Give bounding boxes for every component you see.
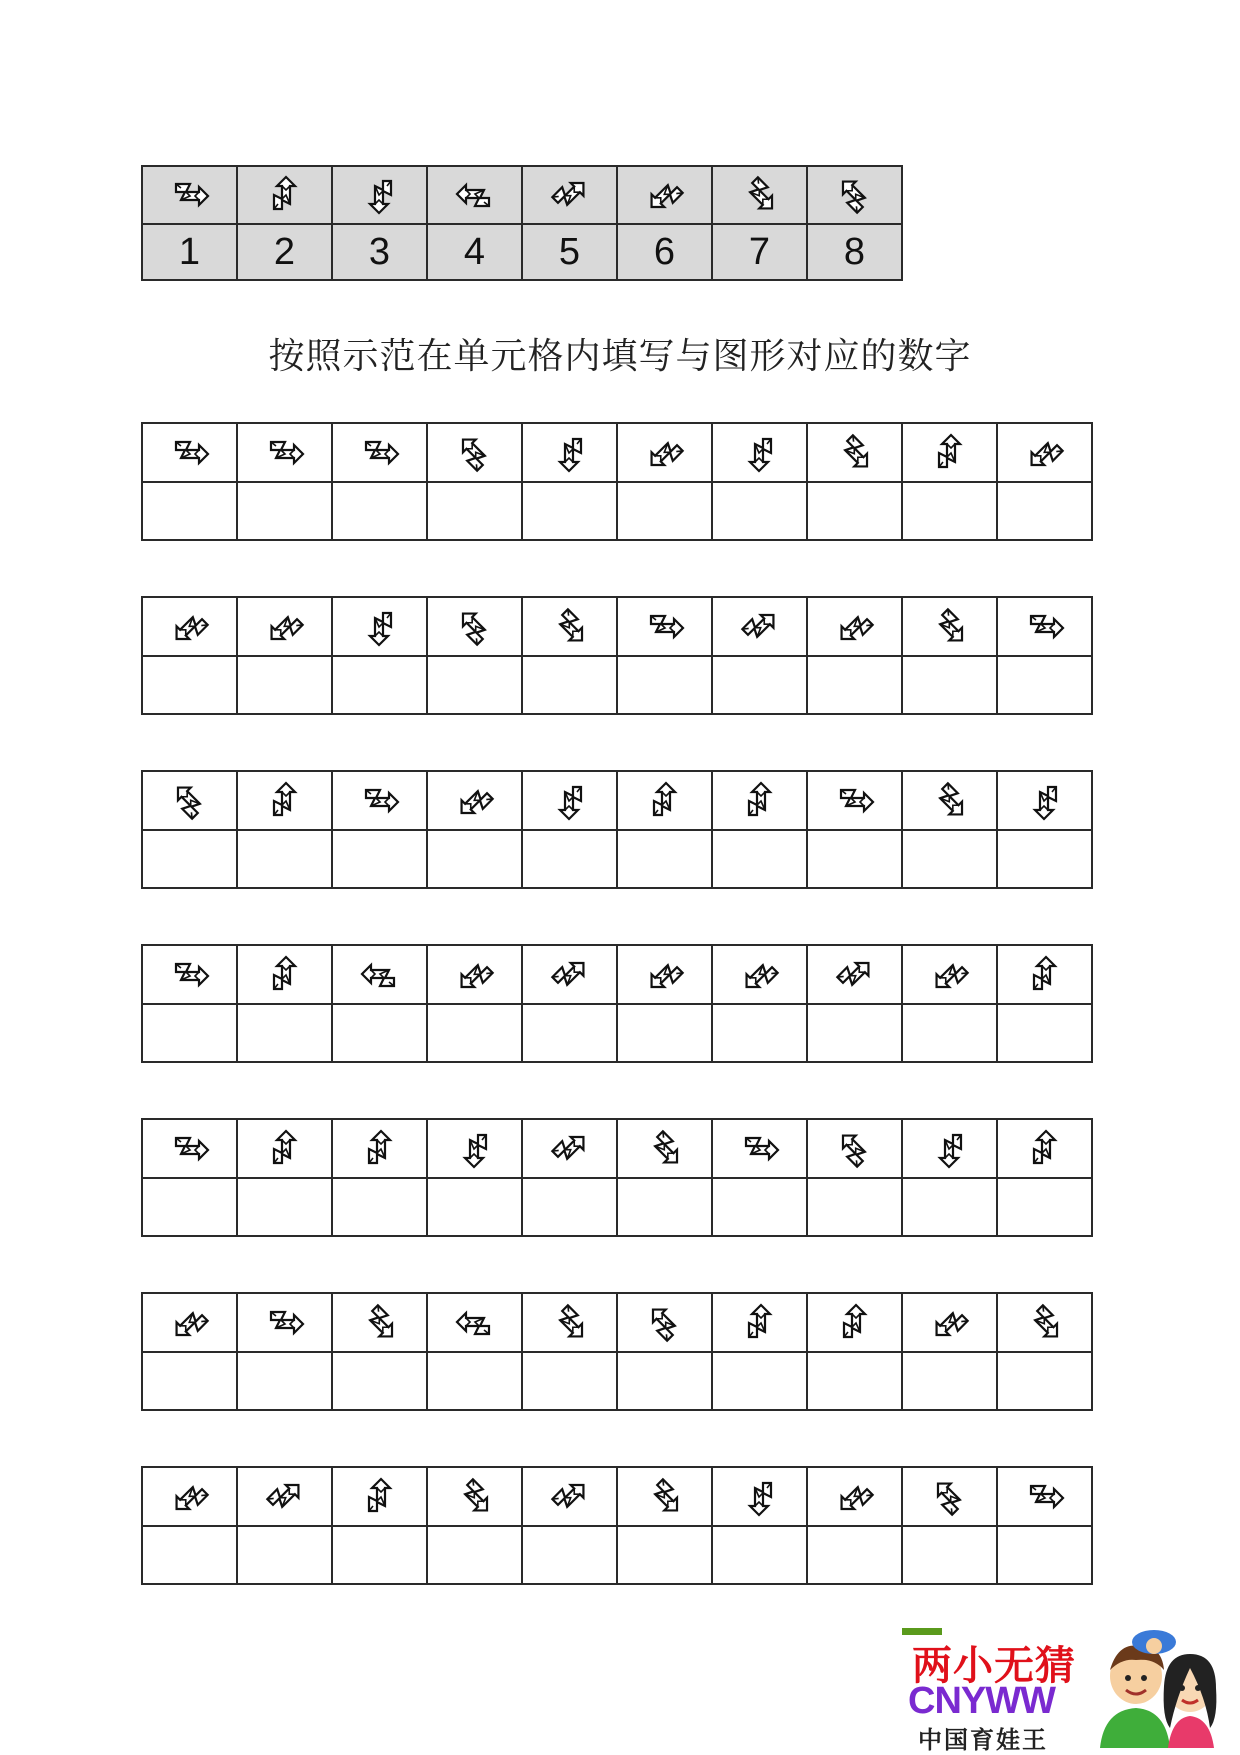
answer-cell[interactable]	[617, 1352, 712, 1410]
answer-cell[interactable]	[617, 1178, 712, 1236]
answer-cell[interactable]	[807, 656, 902, 714]
answer-cell[interactable]	[902, 482, 997, 540]
pattern-3-icon	[544, 775, 596, 827]
exercise-icon-cell	[522, 1467, 617, 1526]
answer-cell[interactable]	[142, 1178, 237, 1236]
key-icon-cell	[427, 166, 522, 224]
pattern-3-icon	[734, 427, 786, 479]
pattern-2-icon	[259, 949, 311, 1001]
answer-cell[interactable]	[332, 482, 427, 540]
exercise-icon-cell	[617, 423, 712, 482]
answer-cell[interactable]	[142, 830, 237, 888]
mascot-children-icon	[1078, 1628, 1230, 1748]
exercise-icon-cell	[332, 1293, 427, 1352]
answer-cell[interactable]	[807, 1178, 902, 1236]
exercise-icon-cell	[902, 1467, 997, 1526]
exercise-icon-cell	[617, 1467, 712, 1526]
answer-cell[interactable]	[522, 482, 617, 540]
exercise-icon-cell	[997, 771, 1092, 830]
pattern-4-icon	[449, 1297, 501, 1349]
answer-cell[interactable]	[997, 656, 1092, 714]
answer-cell[interactable]	[997, 1178, 1092, 1236]
answer-cell[interactable]	[522, 1004, 617, 1062]
pattern-7-icon	[544, 601, 596, 653]
exercise-icon-cell	[807, 771, 902, 830]
pattern-1-icon	[1019, 601, 1071, 653]
exercise-icon-cell	[332, 1119, 427, 1178]
key-number-cell	[522, 224, 617, 280]
exercise-icon-cell	[807, 423, 902, 482]
exercise-icon-cell	[237, 771, 332, 830]
pattern-7-icon	[924, 775, 976, 827]
pattern-2-icon	[734, 1297, 786, 1349]
answer-cell[interactable]	[712, 656, 807, 714]
answer-cell[interactable]	[712, 1178, 807, 1236]
logo-english-text: CNYWW	[908, 1680, 1055, 1722]
answer-cell[interactable]	[617, 1004, 712, 1062]
pattern-6-icon	[829, 601, 881, 653]
answer-cell[interactable]	[902, 656, 997, 714]
answer-cell[interactable]	[997, 1004, 1092, 1062]
answer-cell[interactable]	[427, 1526, 522, 1584]
key-table	[141, 165, 903, 281]
exercise-icon-cell	[332, 1467, 427, 1526]
answer-cell[interactable]	[712, 1352, 807, 1410]
pattern-3-icon	[734, 1471, 786, 1523]
answer-cell[interactable]	[807, 482, 902, 540]
answer-cell[interactable]	[617, 830, 712, 888]
exercise-icon-cell	[807, 1119, 902, 1178]
answer-cell[interactable]	[997, 1352, 1092, 1410]
answer-cell[interactable]	[237, 1352, 332, 1410]
pattern-1-icon	[354, 775, 406, 827]
exercise-icon-cell	[522, 423, 617, 482]
pattern-7-icon	[924, 601, 976, 653]
pattern-3-icon	[449, 1123, 501, 1175]
pattern-5-icon	[544, 1123, 596, 1175]
exercise-table-4	[141, 944, 1093, 1063]
key-number: 5	[558, 230, 581, 273]
answer-cell[interactable]	[332, 1004, 427, 1062]
answer-cell[interactable]	[332, 1526, 427, 1584]
exercise-icon-cell	[997, 423, 1092, 482]
pattern-6-icon	[639, 427, 691, 479]
answer-cell[interactable]	[332, 1178, 427, 1236]
exercise-table-5	[141, 1118, 1093, 1237]
exercise-table-7	[141, 1466, 1093, 1585]
pattern-6-icon	[924, 949, 976, 1001]
pattern-1-icon	[639, 601, 691, 653]
exercise-icon-cell	[142, 597, 237, 656]
answer-cell[interactable]	[142, 1526, 237, 1584]
exercise-icon-cell	[142, 423, 237, 482]
pattern-2-icon	[259, 169, 311, 221]
pattern-6-icon	[259, 601, 311, 653]
answer-cell[interactable]	[427, 482, 522, 540]
key-number: 6	[653, 230, 676, 273]
pattern-3-icon	[1019, 775, 1071, 827]
pattern-3-icon	[924, 1123, 976, 1175]
exercise-icon-cell	[997, 945, 1092, 1004]
exercise-icon-cell	[427, 423, 522, 482]
key-number-cell	[427, 224, 522, 280]
key-icon-cell	[807, 166, 902, 224]
exercise-icon-cell	[142, 1467, 237, 1526]
key-number-cell	[807, 224, 902, 280]
exercise-table-1	[141, 422, 1093, 541]
exercise-icon-cell	[142, 945, 237, 1004]
pattern-1-icon	[164, 169, 216, 221]
exercise-icon-cell	[712, 1119, 807, 1178]
answer-cell[interactable]	[427, 1178, 522, 1236]
pattern-6-icon	[449, 949, 501, 1001]
exercise-icon-cell	[997, 1119, 1092, 1178]
exercise-icon-cell	[617, 1293, 712, 1352]
exercise-icon-cell	[237, 1293, 332, 1352]
exercise-icon-cell	[712, 1467, 807, 1526]
pattern-2-icon	[354, 1471, 406, 1523]
exercise-icon-cell	[237, 1467, 332, 1526]
pattern-2-icon	[259, 775, 311, 827]
answer-cell[interactable]	[712, 482, 807, 540]
pattern-8-icon	[924, 1471, 976, 1523]
brand-logo	[900, 1628, 1230, 1754]
answer-cell[interactable]	[997, 1526, 1092, 1584]
exercise-icon-cell	[902, 945, 997, 1004]
key-icon-cell	[142, 166, 237, 224]
pattern-1-icon	[259, 1297, 311, 1349]
pattern-5-icon	[544, 1471, 596, 1523]
exercise-icon-cell	[617, 771, 712, 830]
pattern-5-icon	[544, 169, 596, 221]
answer-cell[interactable]	[617, 482, 712, 540]
answer-cell[interactable]	[902, 1526, 997, 1584]
answer-cell[interactable]	[522, 830, 617, 888]
answer-cell[interactable]	[237, 830, 332, 888]
pattern-1-icon	[164, 427, 216, 479]
pattern-7-icon	[449, 1471, 501, 1523]
answer-cell[interactable]	[332, 1352, 427, 1410]
exercise-icon-cell	[902, 1119, 997, 1178]
answer-cell[interactable]	[807, 1352, 902, 1410]
exercise-icon-cell	[522, 597, 617, 656]
key-icon-cell	[712, 166, 807, 224]
pattern-2-icon	[1019, 1123, 1071, 1175]
pattern-8-icon	[449, 427, 501, 479]
answer-cell[interactable]	[807, 1004, 902, 1062]
pattern-7-icon	[829, 427, 881, 479]
pattern-6-icon	[164, 1471, 216, 1523]
exercise-icon-cell	[807, 1467, 902, 1526]
pattern-7-icon	[354, 1297, 406, 1349]
pattern-7-icon	[1019, 1297, 1071, 1349]
exercise-icon-cell	[902, 597, 997, 656]
answer-cell[interactable]	[902, 830, 997, 888]
pattern-7-icon	[734, 169, 786, 221]
answer-cell[interactable]	[617, 1526, 712, 1584]
exercise-icon-cell	[712, 771, 807, 830]
key-number-cell	[237, 224, 332, 280]
key-icon-cell	[332, 166, 427, 224]
answer-cell[interactable]	[997, 482, 1092, 540]
pattern-3-icon	[354, 601, 406, 653]
key-number: 2	[273, 230, 296, 273]
exercise-icon-cell	[522, 1119, 617, 1178]
key-icon-cell	[237, 166, 332, 224]
pattern-5-icon	[829, 949, 881, 1001]
answer-cell[interactable]	[427, 1352, 522, 1410]
exercise-icon-cell	[142, 771, 237, 830]
answer-cell[interactable]	[902, 1004, 997, 1062]
key-number: 4	[463, 230, 486, 273]
exercise-icon-cell	[902, 1293, 997, 1352]
pattern-2-icon	[259, 1123, 311, 1175]
answer-cell[interactable]	[142, 1352, 237, 1410]
pattern-6-icon	[449, 775, 501, 827]
exercise-icon-cell	[142, 1119, 237, 1178]
answer-cell[interactable]	[427, 656, 522, 714]
pattern-6-icon	[1019, 427, 1071, 479]
answer-cell[interactable]	[142, 656, 237, 714]
answer-cell[interactable]	[237, 482, 332, 540]
pattern-1-icon	[829, 775, 881, 827]
pattern-2-icon	[1019, 949, 1071, 1001]
answer-cell[interactable]	[427, 1004, 522, 1062]
answer-cell[interactable]	[522, 1526, 617, 1584]
key-number: 3	[368, 230, 391, 273]
exercise-icon-cell	[712, 597, 807, 656]
exercise-icon-cell	[332, 423, 427, 482]
exercise-icon-cell	[522, 945, 617, 1004]
pattern-7-icon	[639, 1471, 691, 1523]
exercise-icon-cell	[902, 771, 997, 830]
logo-chinese-text: 两小无猜	[912, 1643, 1076, 1689]
exercise-icon-cell	[427, 597, 522, 656]
pattern-1-icon	[259, 427, 311, 479]
pattern-8-icon	[639, 1297, 691, 1349]
key-number: 8	[843, 230, 866, 273]
answer-cell[interactable]	[902, 1178, 997, 1236]
answer-cell[interactable]	[712, 1004, 807, 1062]
exercise-icon-cell	[997, 1467, 1092, 1526]
exercise-icon-cell	[237, 1119, 332, 1178]
answer-cell[interactable]	[142, 1004, 237, 1062]
pattern-5-icon	[259, 1471, 311, 1523]
answer-cell[interactable]	[237, 1004, 332, 1062]
pattern-6-icon	[639, 169, 691, 221]
exercise-icon-cell	[427, 1293, 522, 1352]
exercise-icon-cell	[522, 771, 617, 830]
answer-cell[interactable]	[807, 830, 902, 888]
exercise-icon-cell	[807, 597, 902, 656]
key-number-cell	[332, 224, 427, 280]
pattern-3-icon	[544, 427, 596, 479]
answer-cell[interactable]	[237, 656, 332, 714]
pattern-5-icon	[544, 949, 596, 1001]
key-icon-cell	[617, 166, 712, 224]
exercise-icon-cell	[997, 597, 1092, 656]
answer-cell[interactable]	[902, 1352, 997, 1410]
exercise-icon-cell	[427, 1467, 522, 1526]
pattern-8-icon	[164, 775, 216, 827]
pattern-4-icon	[354, 949, 406, 1001]
answer-cell[interactable]	[712, 830, 807, 888]
exercise-icon-cell	[237, 597, 332, 656]
exercise-icon-cell	[712, 423, 807, 482]
exercise-icon-cell	[617, 1119, 712, 1178]
pattern-6-icon	[734, 949, 786, 1001]
pattern-7-icon	[544, 1297, 596, 1349]
pattern-1-icon	[164, 1123, 216, 1175]
exercise-icon-cell	[712, 1293, 807, 1352]
answer-cell[interactable]	[237, 1526, 332, 1584]
pattern-5-icon	[734, 601, 786, 653]
exercise-icon-cell	[332, 771, 427, 830]
pattern-4-icon	[449, 169, 501, 221]
pattern-6-icon	[924, 1297, 976, 1349]
answer-cell[interactable]	[712, 1526, 807, 1584]
exercise-icon-cell	[427, 1119, 522, 1178]
pattern-2-icon	[829, 1297, 881, 1349]
answer-cell[interactable]	[617, 656, 712, 714]
answer-cell[interactable]	[332, 830, 427, 888]
pattern-2-icon	[734, 775, 786, 827]
exercise-icon-cell	[807, 945, 902, 1004]
pattern-3-icon	[354, 169, 406, 221]
pattern-8-icon	[829, 1123, 881, 1175]
exercise-table-3	[141, 770, 1093, 889]
pattern-2-icon	[924, 427, 976, 479]
pattern-8-icon	[829, 169, 881, 221]
answer-cell[interactable]	[427, 830, 522, 888]
pattern-7-icon	[639, 1123, 691, 1175]
key-number: 1	[178, 230, 201, 273]
key-number-cell	[617, 224, 712, 280]
pattern-2-icon	[354, 1123, 406, 1175]
answer-cell[interactable]	[522, 1352, 617, 1410]
exercise-icon-cell	[332, 597, 427, 656]
answer-cell[interactable]	[237, 1178, 332, 1236]
exercise-icon-cell	[617, 945, 712, 1004]
exercise-table-2	[141, 596, 1093, 715]
exercise-icon-cell	[142, 1293, 237, 1352]
exercise-icon-cell	[522, 1293, 617, 1352]
exercise-icon-cell	[712, 945, 807, 1004]
pattern-1-icon	[164, 949, 216, 1001]
pattern-6-icon	[164, 601, 216, 653]
key-icon-cell	[522, 166, 617, 224]
exercise-icon-cell	[237, 423, 332, 482]
key-number-cell	[712, 224, 807, 280]
exercise-icon-cell	[237, 945, 332, 1004]
pattern-2-icon	[639, 775, 691, 827]
pattern-6-icon	[829, 1471, 881, 1523]
exercise-table-6	[141, 1292, 1093, 1411]
answer-cell[interactable]	[522, 1178, 617, 1236]
exercise-icon-cell	[617, 597, 712, 656]
pattern-1-icon	[734, 1123, 786, 1175]
instruction-title: 按照示范在单元格内填写与图形对应的数字	[268, 336, 972, 377]
pattern-1-icon	[1019, 1471, 1071, 1523]
answer-cell[interactable]	[142, 482, 237, 540]
exercise-icon-cell	[427, 945, 522, 1004]
key-number-cell	[142, 224, 237, 280]
exercise-icon-cell	[997, 1293, 1092, 1352]
answer-cell[interactable]	[332, 656, 427, 714]
exercise-icon-cell	[427, 771, 522, 830]
exercise-icon-cell	[807, 1293, 902, 1352]
pattern-8-icon	[449, 601, 501, 653]
pattern-6-icon	[164, 1297, 216, 1349]
answer-cell[interactable]	[807, 1526, 902, 1584]
answer-cell[interactable]	[522, 656, 617, 714]
exercise-icon-cell	[902, 423, 997, 482]
answer-cell[interactable]	[997, 830, 1092, 888]
key-number: 7	[748, 230, 771, 273]
pattern-1-icon	[354, 427, 406, 479]
exercise-icon-cell	[332, 945, 427, 1004]
logo-subtitle: 中国育娃王	[918, 1726, 1048, 1754]
pattern-6-icon	[639, 949, 691, 1001]
